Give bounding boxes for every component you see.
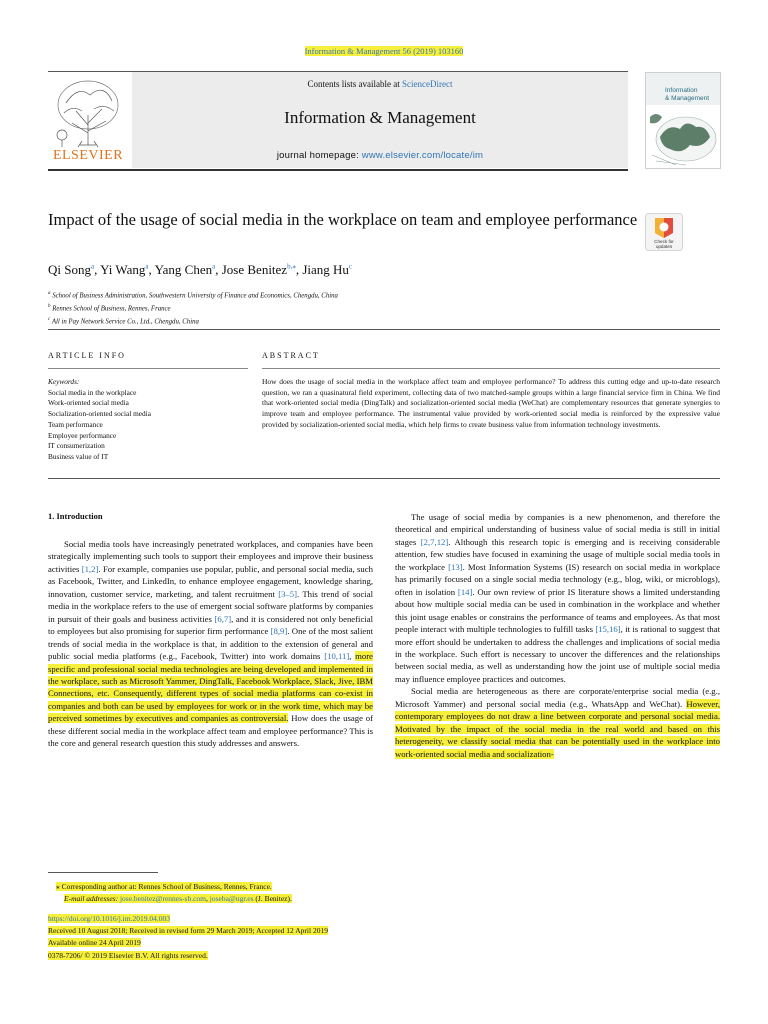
- article-info-heading: ARTICLE INFO: [48, 351, 126, 360]
- publisher-wordmark: ELSEVIER: [52, 148, 124, 163]
- email-link[interactable]: jose.benitez@rennes-sb.com: [119, 894, 207, 904]
- affiliations: [48, 289, 338, 327]
- author-name: Qi Song: [48, 262, 91, 277]
- affiliation-mark[interactable]: a: [90, 262, 95, 271]
- citation-link[interactable]: [15,16]: [595, 624, 621, 635]
- citation-link[interactable]: [14]: [457, 586, 473, 597]
- received-dates: Received 10 August 2018; Received in revised form 29 March 2019; Accepted 12 April 2019: [48, 926, 328, 936]
- available-online: Available online 24 April 2019: [48, 938, 141, 948]
- section-heading-introduction: 1. Introduction: [48, 511, 103, 521]
- keyword-item: Business value of IT: [48, 451, 109, 461]
- divider: [262, 368, 720, 369]
- sciencedirect-link[interactable]: ScienceDirect: [402, 79, 453, 89]
- corresponding-author-note: ⁎ Corresponding author at: Rennes School of Business, Rennes, France.: [56, 882, 272, 891]
- keywords-label: Keywords:: [48, 377, 80, 386]
- keyword-item: IT consumerization: [48, 441, 105, 451]
- affiliation-item: $^a$ School of Business Administration, Southwestern University of Finance and Economics, Chengdu, China: [48, 291, 338, 300]
- affiliation-item: $^c$ All in Pay Network Service Co., Ltd., Chengdu, China: [48, 316, 199, 325]
- author-name: Yang Chen: [154, 262, 213, 277]
- email-note: E-mail addresses: jose.benitez@rennes-sb.com, joseba@ugr.es (J. Benitez).: [64, 894, 292, 904]
- copyright: 0378-7206/ © 2019 Elsevier B.V. All rights reserved.: [48, 950, 208, 960]
- check-for-updates-icon[interactable]: [645, 213, 683, 251]
- paragraph: Social media tools have increasingly penetrated workplaces, and companies have been strategically implementing such tools to support their employees and improve their business activities [1,2]. For example, companies use popular, public, and personal social media, such as Facebook, Twitter, and LinkedIn, to enhance employee engagement, knowledge sharing, innovation, customer service, marketing, and talent recruitment [3–5]. This trend of social media in the workplace refers to the use of emergent social software platforms by companies in pursuit of their goals and business activities [6,7], and it is considered not only beneficial to employees but also promising for superior firm performance [8,9]. One of the most salient trends of social media in the workplace is that, in addition to the extension of general and public social media platforms (e.g., Facebook, Twitter) into work domains [10,11], more specific and professional social media technologies are being developed and implemented in the workplace, such as Microsoft Yammer, DingTalk, Facebook Workplace, Slack, Jive, IBM Connections, etc. Consequently, different types of social media platforms can co-exist in companies and both can be used by employees for work or in the work time, which may be perceived sometimes by executives and companies as controversial. How does the usage of these different social media in the workplace affect team and employee performance? This is the core and general research question this study addresses and answers.: [48, 539, 374, 749]
- author-name: Jiang Hu: [302, 262, 349, 277]
- keyword-item: Employee performance: [48, 430, 117, 440]
- citation-link[interactable]: [6,7]: [214, 613, 232, 624]
- citation-link[interactable]: [8,9]: [270, 626, 288, 637]
- highlighted-text: However, contemporary employees do not draw a line between corporate and personal social media. Motivated by the impact of the social media in the real world and based on this heterogeneity, we classify social media that can be potentially used in the workplace into work-oriented social media and socialization-: [395, 698, 720, 759]
- abstract-text: How does the usage of social media in the workplace affect team and employee performance? To address this cutting edge and up-to-date research question, we ran a quasinatural field experiment, collecting data of two matched-sample groups within a large financial service firm in China. We find that work-oriented social media (DingTalk) and socialization-oriented social media (WeChat) are complementary resources that generate synergies to improve team and employee performance. The instrumental value provided by work-oriented social media is reinforced by the expressive value provided by socialization-oriented social media, which help firms to create business value from information technology investments.: [262, 377, 720, 429]
- affiliation-mark[interactable]: c: [348, 262, 353, 271]
- svg-text:updates: updates: [655, 244, 673, 249]
- keyword-item: Team performance: [48, 419, 103, 429]
- homepage-link[interactable]: www.elsevier.com/locate/im: [361, 150, 484, 161]
- paragraph: The usage of social media by companies is a new phenomenon, and therefore the theoretical and empirical understanding of business value of social media is still in initial stages [2,7,12]. Although this research topic is emerging and is receiving considerable attention, few studies have focused in examining the usage of multiple social media tools in the workplace [13]. Most Information Systems (IS) research on social media in workplace has primarily focused on a single social media technology (e.g., blog, wiki, or microblogs), often in isolation [14]. Our own review of prior IS literature shows a limited understanding about how multiple social media can be used in combination in the workplace and whether this joint usage enables or constrains the performance of teams and employees. As that most people interact with multiple technologies to fulfill tasks [15,16], it is rational to suggest that more effort should be undertaken to address the challenges and implications of social media in the workplace. Such effort is necessary to uncover the differences and the relationships between social media, as well as understanding how the joint use of multiple social media may influence employee practices and outcomes.: [395, 512, 721, 684]
- divider: [48, 478, 720, 479]
- author-list: Qi Song$^a$, Yi Wang$^a$, Yang Chen$^a$, Jose Benitez$^{b,⁎}$, Jiang Hu$^c$: [48, 262, 353, 277]
- svg-text:Check for: Check for: [654, 239, 674, 244]
- abstract-heading: ABSTRACT: [262, 351, 320, 360]
- affiliation-mark[interactable]: a: [212, 262, 216, 271]
- footnotes: [48, 881, 292, 905]
- email-link[interactable]: joseba@ugr.es: [209, 894, 254, 904]
- author-name: Jose Benitez: [221, 262, 288, 277]
- keywords-list: [48, 377, 151, 463]
- keyword-item: Social media in the workplace: [48, 387, 137, 397]
- divider: [48, 329, 720, 330]
- journal-homepage: journal homepage: www.elsevier.com/locate/im: [276, 150, 484, 161]
- footnote-rule: [48, 872, 158, 873]
- body-column-left: [48, 538, 373, 750]
- contents-line: Contents lists available at ScienceDirect: [307, 79, 453, 89]
- affiliation-mark[interactable]: b,⁎: [287, 262, 296, 271]
- paragraph: Social media are heterogeneous as there are corporate/enterprise social media (e.g., Microsoft Yammer) and personal social media (e.g., WhatsApp and WeChat). However, contemporary employees do not draw a line between corporate and personal social media. Motivated by the impact of the social media in the real world and based on this heterogeneity, we classify social media that can be potentially used in the workplace into work-oriented social media and socialization-: [395, 686, 720, 759]
- keyword-item: Socialization-oriented social media: [48, 409, 151, 419]
- citation-link[interactable]: [3–5]: [278, 588, 298, 599]
- affiliation-item: $^b$ Rennes School of Business, Rennes, France: [48, 303, 171, 313]
- journal-reference: Information & Management 56 (2019) 103160: [304, 46, 464, 56]
- divider: [48, 368, 248, 369]
- journal-title: Information & Management: [284, 108, 476, 127]
- body-column-right: [395, 511, 720, 760]
- author-name: Yi Wang: [100, 262, 146, 277]
- doi-link[interactable]: https://doi.org/10.1016/j.im.2019.04.003: [48, 914, 170, 923]
- citation-link[interactable]: [13]: [448, 561, 463, 572]
- citation-link[interactable]: [1,2]: [81, 563, 99, 574]
- citation-link[interactable]: [2,7,12]: [420, 536, 449, 547]
- header-bottom-rule: [48, 169, 628, 171]
- paper-title: Impact of the usage of social media in the workplace on team and employee performance: [48, 210, 638, 229]
- publication-info: [48, 913, 328, 962]
- affiliation-mark[interactable]: a: [145, 262, 149, 271]
- highlighted-text: more specific and professional social media technologies are being developed and implemented in the workplace, such as Microsoft Yammer, DingTalk, Facebook Workplace, Slack, Jive, IBM Connections, etc. Consequently, different types of social media platforms can co-exist in companies and both can be used by employees for work or in the work time, which may be perceived sometimes by executives and companies as controversial.: [48, 651, 374, 724]
- citation-link[interactable]: [10,11]: [324, 651, 350, 662]
- journal-cover: Information & Management: [645, 72, 721, 169]
- cover-globe-icon: [646, 109, 720, 167]
- keyword-item: Work-oriented social media: [48, 398, 129, 408]
